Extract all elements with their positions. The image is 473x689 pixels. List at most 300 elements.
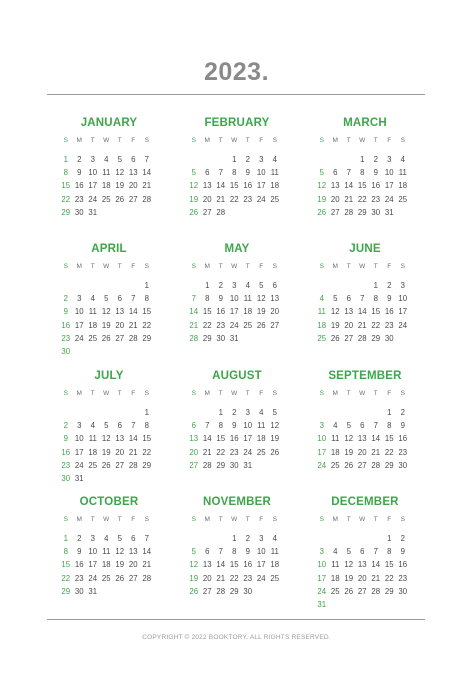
weekday-label: W [103, 390, 110, 397]
day-cell: 11 [331, 434, 340, 444]
weekday-label: S [191, 390, 196, 397]
day-cell: 15 [229, 560, 239, 570]
weekday-label: M [332, 516, 338, 523]
day-cell: 26 [317, 207, 327, 217]
day-cell: 20 [270, 307, 280, 317]
day-cell: 6 [360, 421, 365, 431]
day-cell: 25 [270, 194, 280, 204]
month-name: JUNE [349, 243, 381, 255]
day-cell: 12 [344, 560, 354, 570]
day-cell: 30 [61, 347, 71, 356]
day-cell: 1 [373, 281, 378, 290]
weekday-label: S [272, 263, 277, 270]
day-cell: 20 [330, 194, 340, 204]
day-cell: 19 [270, 434, 280, 444]
month-name: AUGUST [212, 370, 262, 382]
day-cell: 11 [102, 547, 111, 557]
day-cell: 1 [218, 408, 223, 417]
day-cell: 27 [357, 460, 367, 470]
weekday-label: T [90, 516, 95, 523]
weekday-label: W [103, 516, 110, 523]
day-cell: 5 [319, 168, 324, 178]
day-cell: 26 [101, 333, 111, 343]
day-cell: 27 [330, 207, 340, 217]
day-cell: 20 [357, 447, 367, 457]
day-cell: 10 [243, 421, 253, 431]
month-july [59, 370, 159, 490]
weekday-label: W [231, 390, 238, 397]
day-cell: 2 [400, 534, 405, 543]
day-cell: 1 [144, 408, 149, 417]
day-cell: 29 [202, 333, 212, 343]
weekday-label: T [90, 263, 95, 270]
day-cell: 6 [191, 421, 196, 431]
weekday-label: S [272, 516, 277, 523]
weekday-label: T [117, 263, 122, 270]
month-january [59, 117, 159, 237]
day-cell: 7 [144, 534, 149, 543]
day-cell: 5 [104, 421, 109, 431]
day-cell: 6 [117, 421, 122, 431]
weekday-label: S [144, 137, 149, 144]
day-cell: 10 [317, 560, 327, 570]
day-cell: 28 [357, 333, 367, 343]
day-cell: 21 [142, 560, 152, 570]
day-cell: 17 [243, 434, 253, 444]
day-cell: 15 [142, 434, 152, 444]
day-cell: 7 [373, 547, 378, 557]
day-cell: 25 [330, 460, 340, 470]
day-cell: 19 [317, 194, 327, 204]
day-cell: 7 [218, 547, 223, 557]
day-cell: 31 [74, 474, 84, 483]
day-cell: 8 [232, 547, 237, 557]
day-cell: 18 [88, 447, 98, 457]
day-cell: 16 [74, 560, 84, 570]
day-cell: 21 [357, 320, 367, 330]
day-cell: 25 [243, 320, 253, 330]
day-cell: 6 [333, 168, 338, 178]
day-cell: 1 [63, 534, 68, 543]
weekday-label: S [63, 263, 68, 270]
day-cell: 27 [128, 194, 138, 204]
day-cell: 28 [344, 207, 354, 217]
month-name: NOVEMBER [202, 496, 272, 508]
weekday-label: F [387, 137, 392, 144]
month-name: APRIL [91, 243, 127, 255]
weekday-label: S [400, 263, 405, 270]
day-cell: 22 [216, 447, 226, 457]
day-cell: 1 [387, 534, 392, 543]
day-cell: 29 [142, 333, 152, 343]
day-cell: 30 [398, 586, 408, 596]
month-name: SEPTEMBER [328, 370, 402, 382]
weekday-label: T [90, 137, 95, 144]
day-cell: 16 [216, 307, 226, 317]
day-cell: 26 [115, 573, 125, 583]
day-cell: 2 [232, 408, 237, 417]
day-cell: 3 [77, 294, 82, 304]
day-cell: 8 [360, 168, 365, 178]
weekday-label: S [63, 516, 68, 523]
day-cell: 13 [357, 560, 367, 570]
day-cell: 17 [88, 560, 98, 570]
day-cell: 25 [398, 194, 408, 204]
day-cell: 28 [371, 586, 381, 596]
day-cell: 14 [344, 181, 354, 191]
day-cell: 3 [387, 155, 392, 164]
day-cell: 21 [344, 194, 354, 204]
day-cell: 24 [256, 194, 266, 204]
day-cell: 26 [270, 447, 280, 457]
day-cell: 19 [115, 181, 125, 191]
day-cell: 9 [77, 168, 82, 178]
day-cell: 5 [259, 281, 264, 290]
day-cell: 4 [90, 294, 95, 304]
day-cell: 17 [88, 181, 98, 191]
day-cell: 22 [142, 320, 152, 330]
day-cell: 20 [344, 320, 354, 330]
day-cell: 7 [360, 294, 365, 304]
day-cell: 7 [218, 168, 223, 178]
day-cell: 28 [189, 333, 199, 343]
day-cell: 9 [77, 547, 82, 557]
day-cell: 21 [128, 320, 138, 330]
day-cell: 20 [202, 573, 212, 583]
weekday-label: S [191, 263, 196, 270]
day-cell: 9 [232, 421, 237, 431]
day-cell: 23 [61, 333, 71, 343]
day-cell: 17 [317, 447, 327, 457]
day-cell: 29 [61, 586, 71, 596]
day-cell: 13 [202, 560, 212, 570]
day-cell: 14 [128, 434, 138, 444]
day-cell: 31 [384, 207, 394, 217]
copyright-footer: COPYRIGHT © 2022 BOOKTORY. ALL RIGHTS RESERVED. [142, 634, 331, 641]
day-cell: 30 [74, 586, 84, 596]
day-cell: 27 [357, 586, 367, 596]
day-cell: 24 [74, 460, 84, 470]
day-cell: 20 [115, 447, 125, 457]
day-cell: 24 [317, 586, 327, 596]
day-cell: 14 [142, 547, 152, 557]
day-cell: 31 [243, 460, 253, 470]
day-cell: 2 [77, 155, 82, 164]
weekday-label: M [204, 263, 210, 270]
day-cell: 22 [202, 320, 212, 330]
day-cell: 15 [357, 181, 367, 191]
day-cell: 21 [216, 194, 226, 204]
weekday-label: S [63, 390, 68, 397]
day-cell: 21 [189, 320, 199, 330]
day-cell: 15 [202, 307, 212, 317]
day-cell: 19 [189, 573, 199, 583]
day-cell: 2 [373, 155, 378, 164]
day-cell: 6 [272, 281, 277, 290]
day-cell: 9 [218, 294, 223, 304]
weekday-label: S [400, 516, 405, 523]
day-cell: 16 [398, 560, 408, 570]
day-cell: 3 [90, 155, 95, 164]
day-cell: 12 [189, 181, 199, 191]
day-cell: 13 [115, 434, 125, 444]
weekday-label: F [131, 390, 136, 397]
day-cell: 7 [131, 294, 136, 304]
day-cell: 21 [371, 573, 381, 583]
day-cell: 3 [259, 155, 264, 164]
day-cell: 22 [229, 194, 239, 204]
day-cell: 13 [115, 307, 125, 317]
weekday-label: F [259, 263, 264, 270]
weekday-label: T [218, 137, 223, 144]
weekday-label: S [319, 390, 324, 397]
day-cell: 21 [371, 447, 381, 457]
weekday-label: T [218, 516, 223, 523]
day-cell: 4 [400, 155, 405, 164]
day-cell: 15 [142, 307, 152, 317]
day-cell: 23 [398, 573, 408, 583]
day-cell: 6 [131, 155, 136, 164]
day-cell: 11 [102, 168, 111, 178]
day-cell: 11 [243, 294, 252, 304]
day-cell: 2 [63, 294, 68, 304]
day-cell: 27 [115, 460, 125, 470]
day-cell: 27 [189, 460, 199, 470]
day-cell: 18 [101, 560, 111, 570]
day-cell: 19 [256, 307, 266, 317]
day-cell: 25 [88, 333, 98, 343]
day-cell: 12 [101, 307, 111, 317]
weekday-label: T [117, 390, 122, 397]
day-cell: 26 [330, 333, 340, 343]
day-cell: 2 [387, 281, 392, 290]
day-cell: 17 [398, 307, 408, 317]
day-cell: 27 [270, 320, 280, 330]
day-cell: 5 [346, 421, 351, 431]
weekday-label: S [272, 137, 277, 144]
day-cell: 13 [128, 547, 138, 557]
weekday-label: M [332, 137, 338, 144]
day-cell: 13 [357, 434, 367, 444]
day-cell: 29 [142, 460, 152, 470]
weekday-label: T [373, 137, 378, 144]
weekday-label: M [76, 263, 82, 270]
day-cell: 19 [330, 320, 340, 330]
weekday-label: T [346, 263, 351, 270]
day-cell: 1 [360, 155, 365, 164]
day-cell: 15 [61, 560, 71, 570]
day-cell: 20 [189, 447, 199, 457]
day-cell: 24 [243, 447, 253, 457]
day-cell: 10 [88, 168, 98, 178]
day-cell: 4 [259, 408, 264, 417]
day-cell: 13 [189, 434, 199, 444]
day-cell: 4 [90, 421, 95, 431]
day-cell: 24 [256, 573, 266, 583]
day-cell: 29 [371, 333, 381, 343]
day-cell: 22 [384, 573, 394, 583]
day-cell: 24 [88, 573, 98, 583]
day-cell: 8 [387, 421, 392, 431]
weekday-label: S [400, 390, 405, 397]
weekday-label: S [319, 263, 324, 270]
day-cell: 16 [398, 434, 408, 444]
day-cell: 3 [400, 281, 405, 290]
day-cell: 5 [191, 168, 196, 178]
day-cell: 6 [205, 168, 210, 178]
day-cell: 17 [74, 320, 84, 330]
day-cell: 19 [101, 320, 111, 330]
day-cell: 4 [245, 281, 250, 290]
day-cell: 11 [331, 560, 340, 570]
weekday-label: S [191, 516, 196, 523]
day-cell: 11 [398, 168, 407, 178]
weekday-label: F [259, 516, 264, 523]
month-name: JULY [94, 370, 124, 382]
footer-divider [47, 619, 425, 620]
day-cell: 27 [128, 573, 138, 583]
year-title: 2023. [203, 58, 270, 86]
day-cell: 30 [384, 333, 394, 343]
day-cell: 17 [256, 181, 266, 191]
day-cell: 8 [218, 421, 223, 431]
month-august [187, 370, 287, 490]
day-cell: 12 [115, 547, 125, 557]
day-cell: 4 [104, 155, 109, 164]
day-cell: 4 [272, 534, 277, 543]
day-cell: 25 [256, 447, 266, 457]
day-cell: 23 [216, 320, 226, 330]
day-cell: 24 [317, 460, 327, 470]
day-cell: 11 [270, 168, 279, 178]
day-cell: 4 [272, 155, 277, 164]
day-cell: 5 [346, 547, 351, 557]
day-cell: 31 [317, 600, 327, 609]
day-cell: 8 [205, 294, 210, 304]
day-cell: 11 [88, 434, 97, 444]
day-cell: 25 [101, 194, 111, 204]
month-february [187, 117, 287, 237]
day-cell: 18 [243, 307, 253, 317]
day-cell: 14 [357, 307, 367, 317]
day-cell: 17 [256, 560, 266, 570]
day-cell: 16 [384, 307, 394, 317]
day-cell: 8 [144, 421, 149, 431]
day-cell: 29 [216, 460, 226, 470]
day-cell: 10 [229, 294, 239, 304]
day-cell: 28 [142, 194, 152, 204]
weekday-label: S [319, 516, 324, 523]
day-cell: 7 [205, 421, 210, 431]
weekday-label: T [373, 390, 378, 397]
day-cell: 1 [205, 281, 210, 290]
day-cell: 12 [256, 294, 266, 304]
weekday-label: M [204, 137, 210, 144]
day-cell: 3 [245, 408, 250, 417]
day-cell: 23 [74, 573, 84, 583]
day-cell: 31 [88, 586, 98, 596]
day-cell: 10 [256, 168, 266, 178]
month-june [315, 243, 415, 363]
weekday-label: S [144, 263, 149, 270]
weekday-label: T [218, 263, 223, 270]
day-cell: 1 [63, 155, 68, 164]
day-cell: 20 [128, 181, 138, 191]
day-cell: 25 [270, 573, 280, 583]
day-cell: 22 [357, 194, 367, 204]
month-name: OCTOBER [79, 496, 139, 508]
day-cell: 17 [384, 181, 394, 191]
day-cell: 12 [344, 434, 354, 444]
day-cell: 16 [61, 320, 71, 330]
day-cell: 17 [317, 573, 327, 583]
day-cell: 16 [243, 560, 253, 570]
day-cell: 9 [63, 434, 68, 444]
weekday-label: F [387, 516, 392, 523]
day-cell: 9 [245, 168, 250, 178]
day-cell: 30 [229, 460, 239, 470]
weekday-label: W [359, 137, 366, 144]
day-cell: 10 [74, 434, 84, 444]
day-cell: 30 [243, 586, 253, 596]
weekday-label: T [90, 390, 95, 397]
day-cell: 16 [371, 181, 381, 191]
day-cell: 3 [259, 534, 264, 543]
weekday-label: W [231, 263, 238, 270]
day-cell: 1 [387, 408, 392, 417]
day-cell: 13 [202, 181, 212, 191]
month-october [59, 496, 159, 616]
day-cell: 7 [131, 421, 136, 431]
day-cell: 22 [229, 573, 239, 583]
day-cell: 6 [346, 294, 351, 304]
day-cell: 14 [216, 560, 226, 570]
day-cell: 20 [128, 560, 138, 570]
weekday-label: W [359, 516, 366, 523]
day-cell: 28 [371, 460, 381, 470]
day-cell: 4 [104, 534, 109, 543]
day-cell: 8 [232, 168, 237, 178]
day-cell: 16 [61, 447, 71, 457]
day-cell: 8 [373, 294, 378, 304]
weekday-label: F [131, 137, 136, 144]
day-cell: 12 [101, 434, 111, 444]
day-cell: 2 [63, 421, 68, 431]
day-cell: 22 [61, 194, 71, 204]
day-cell: 19 [115, 560, 125, 570]
weekday-label: M [204, 516, 210, 523]
day-cell: 4 [333, 547, 338, 557]
day-cell: 23 [384, 320, 394, 330]
day-cell: 29 [384, 586, 394, 596]
day-cell: 18 [330, 573, 340, 583]
day-cell: 5 [117, 534, 122, 543]
month-september [315, 370, 415, 490]
day-cell: 23 [371, 194, 381, 204]
day-cell: 12 [270, 421, 280, 431]
day-cell: 18 [330, 447, 340, 457]
day-cell: 26 [189, 586, 199, 596]
day-cell: 14 [128, 307, 138, 317]
day-cell: 7 [144, 155, 149, 164]
day-cell: 12 [189, 560, 199, 570]
day-cell: 29 [357, 207, 367, 217]
day-cell: 20 [202, 194, 212, 204]
day-cell: 31 [88, 207, 98, 217]
day-cell: 14 [216, 181, 226, 191]
day-cell: 26 [101, 460, 111, 470]
day-cell: 5 [117, 155, 122, 164]
